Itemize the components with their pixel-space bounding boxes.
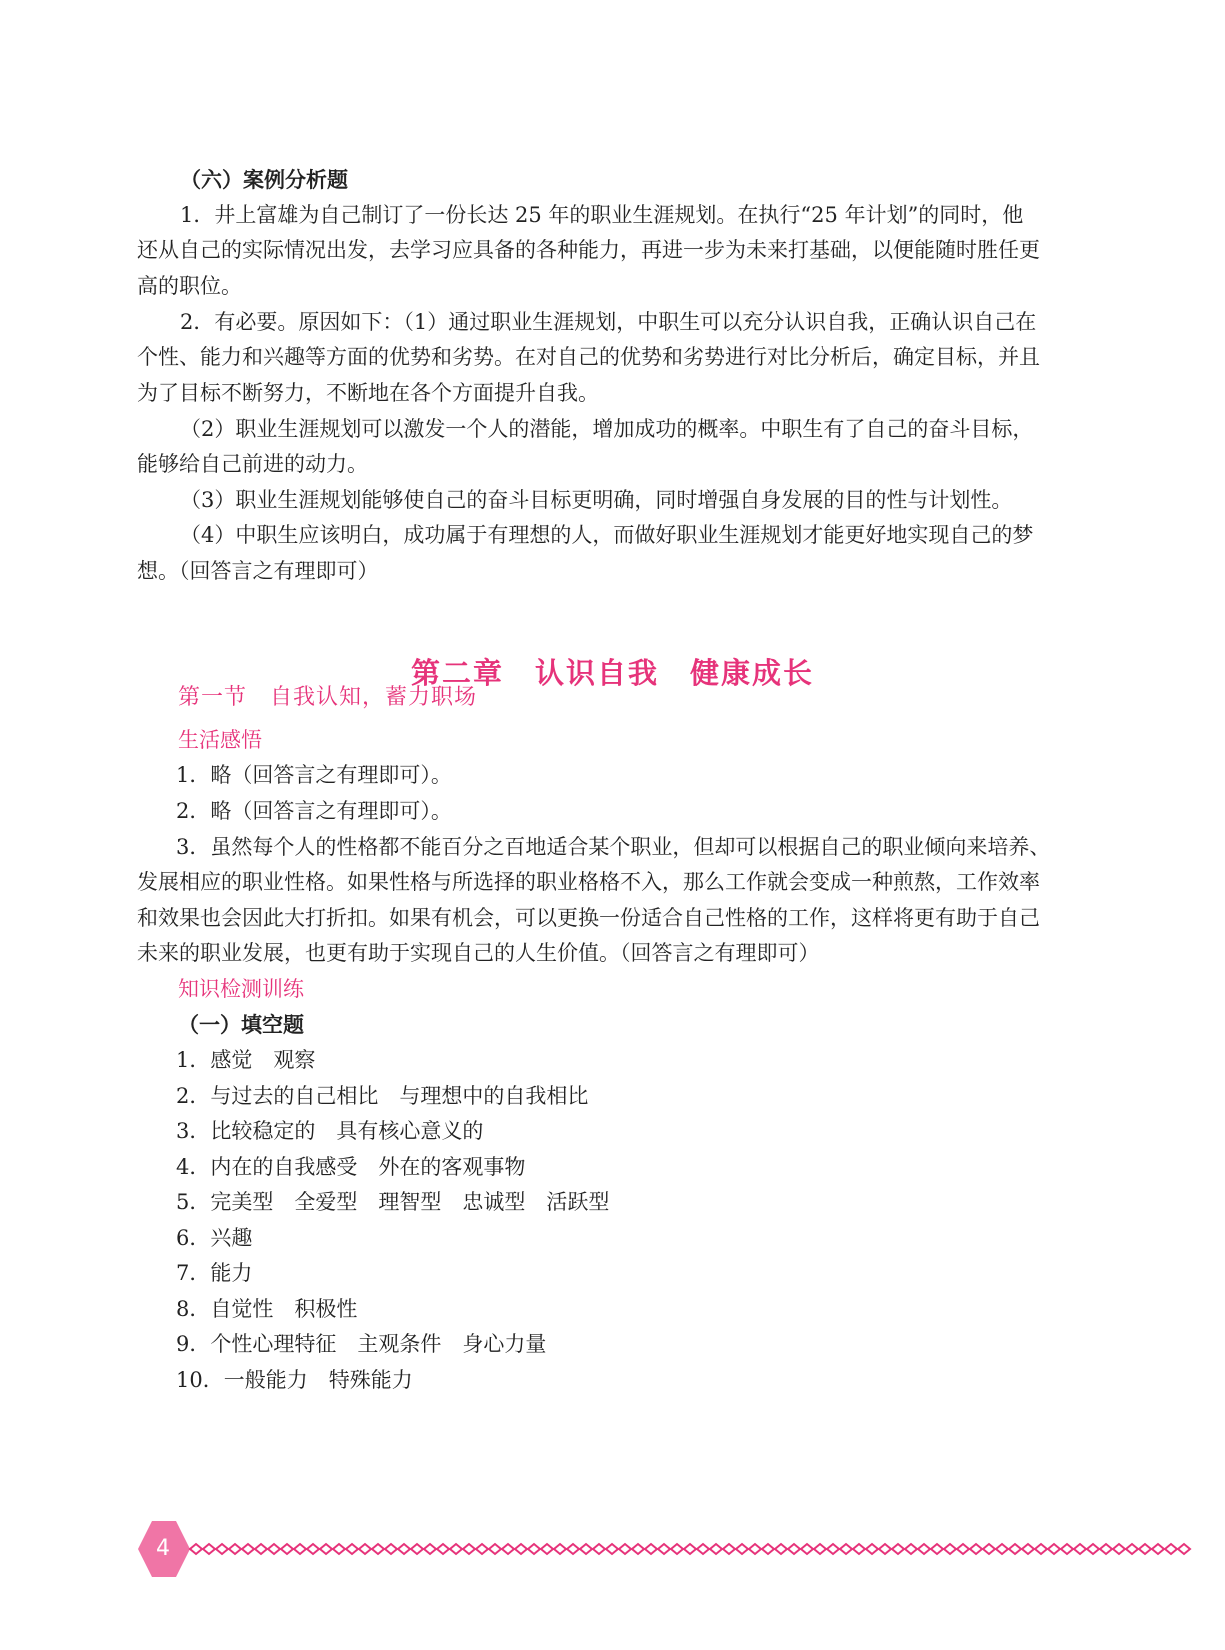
chain-link [489,1544,501,1554]
chain-link [1165,1544,1177,1554]
chain-link [320,1544,332,1554]
chain-link [801,1544,813,1554]
chain-link [255,1544,267,1554]
chain-link [1009,1544,1021,1554]
case-line: 2．有必要。原因如下：（1）通过职业生涯规划，中职生可以充分认识自我，正确认识自己在 [180,310,1037,334]
chain-link [697,1544,709,1554]
fill-item: 5．完美型 全爱型 理智型 忠诚型 活跃型 [176,1190,610,1214]
chain-link [905,1544,917,1554]
chain-link [307,1544,319,1554]
case-line: （3）职业生涯规划能够使自己的奋斗目标更明确，同时增强自身发展的目的性与计划性。 [180,488,1013,512]
chain-link [450,1544,462,1554]
chain-link [216,1544,228,1554]
chain-link [1035,1544,1047,1554]
chain-link [242,1544,254,1554]
chain-link [346,1544,358,1554]
case-heading: （六）案例分析题 [180,168,348,192]
chain-link [463,1544,475,1554]
chain-link [1087,1544,1099,1554]
chain-link [1139,1544,1151,1554]
chain-link [1126,1544,1138,1554]
chain-link [970,1544,982,1554]
fill-item: 9．个性心理特征 主观条件 身心力量 [176,1332,547,1356]
chain-link [372,1544,384,1554]
chain-link [229,1544,241,1554]
chain-link [957,1544,969,1554]
chain-link [411,1544,423,1554]
life-line: 1．略（回答言之有理即可）。 [176,763,452,787]
chain-link [359,1544,371,1554]
chain-link [268,1544,280,1554]
chain-link [606,1544,618,1554]
chain-link [554,1544,566,1554]
page-footer [138,1519,1198,1579]
chain-ornament-icon [188,1541,1196,1557]
chain-link [866,1544,878,1554]
life-line: 2．略（回答言之有理即可）。 [176,799,452,823]
chain-link [632,1544,644,1554]
chain-link [788,1544,800,1554]
page-number: 4 [156,1536,170,1561]
case-line: 个性、能力和兴趣等方面的优势和劣势。在对自己的优势和劣势进行对比分析后，确定目标，并且 [137,345,1040,369]
fill-item: 1．感觉 观察 [176,1048,316,1072]
fill-heading: （一）填空题 [178,1013,304,1037]
case-line: 1．井上富雄为自己制订了一份长达 25 年的职业生涯规划。在执行“25 年计划”的同时，他 [180,203,1024,227]
chain-link [437,1544,449,1554]
life-line: 3．虽然每个人的性格都不能百分之百地适合某个职业，但却可以根据自己的职业倾向来培养、 [176,835,1051,859]
chain-link [918,1544,930,1554]
chain-link [203,1544,215,1554]
chain-link [762,1544,774,1554]
chain-link [1074,1544,1086,1554]
chain-link [528,1544,540,1554]
life-line: 和效果也会因此大打折扣。如果有机会，可以更换一份适合自己性格的工作，这样将更有助于自己 [137,906,1040,930]
chain-link [1152,1544,1164,1554]
chain-link [736,1544,748,1554]
chain-link [1113,1544,1125,1554]
chain-link [385,1544,397,1554]
case-line: （2）职业生涯规划可以激发一个人的潜能，增加成功的概率。中职生有了自己的奋斗目标， [180,417,1034,441]
chain-link [1061,1544,1073,1554]
chain-link [294,1544,306,1554]
chain-link [814,1544,826,1554]
chain-link [996,1544,1008,1554]
chain-link [333,1544,345,1554]
chain-link [931,1544,943,1554]
chain-link [749,1544,761,1554]
chain-link [879,1544,891,1554]
chain-link [658,1544,670,1554]
chain-link [515,1544,527,1554]
case-line: 想。（回答言之有理即可） [137,559,379,583]
chain-link [827,1544,839,1554]
chain-link [853,1544,865,1554]
chain-link [645,1544,657,1554]
case-line: 高的职位。 [137,274,242,298]
case-line: （4）中职生应该明白，成功属于有理想的人，而做好职业生涯规划才能更好地实现自己的梦 [180,523,1034,547]
fill-item: 8．自觉性 积极性 [176,1297,358,1321]
fill-item: 6．兴趣 [176,1226,253,1250]
life-line: 未来的职业发展，也更有助于实现自己的人生价值。（回答言之有理即可） [137,941,820,965]
fill-item: 2．与过去的自己相比 与理想中的自我相比 [176,1084,589,1108]
chain-link [983,1544,995,1554]
chain-link [684,1544,696,1554]
knowledge-heading: 知识检测训练 [178,977,304,1001]
case-line: 还从自己的实际情况出发，去学习应具备的各种能力，再进一步为未来打基础，以便能随时胜任更 [137,238,1040,262]
chain-link [424,1544,436,1554]
chain-link [1048,1544,1060,1554]
fill-item: 3．比较稳定的 具有核心意义的 [176,1119,484,1143]
life-line: 发展相应的职业性格。如果性格与所选择的职业格格不入，那么工作就会变成一种煎熬，工作效率 [137,870,1040,894]
chain-link [775,1544,787,1554]
chain-link [593,1544,605,1554]
section-title: 第一节 自我认知，蓄力职场 [178,685,478,710]
chain-link [840,1544,852,1554]
chain-link [580,1544,592,1554]
chain-link [1100,1544,1112,1554]
chain-link [476,1544,488,1554]
chapter-title: 第二章 认识自我 健康成长 [410,656,814,690]
chain-link [1178,1544,1190,1554]
fill-item: 10．一般能力 特殊能力 [176,1368,413,1392]
chain-link [619,1544,631,1554]
chain-link [723,1544,735,1554]
chain-link [502,1544,514,1554]
chain-link [567,1544,579,1554]
life-heading: 生活感悟 [178,728,262,752]
chain-link [944,1544,956,1554]
chain-link [281,1544,293,1554]
chain-link [1022,1544,1034,1554]
chain-link [671,1544,683,1554]
fill-item: 7．能力 [176,1261,253,1285]
fill-item: 4．内在的自我感受 外在的客观事物 [176,1155,526,1179]
chain-link [541,1544,553,1554]
case-line: 能够给自己前进的动力。 [137,452,368,476]
chain-link [892,1544,904,1554]
case-line: 为了目标不断努力，不断地在各个方面提升自我。 [137,381,599,405]
chain-link [710,1544,722,1554]
chain-link [398,1544,410,1554]
chain-link [190,1544,202,1554]
